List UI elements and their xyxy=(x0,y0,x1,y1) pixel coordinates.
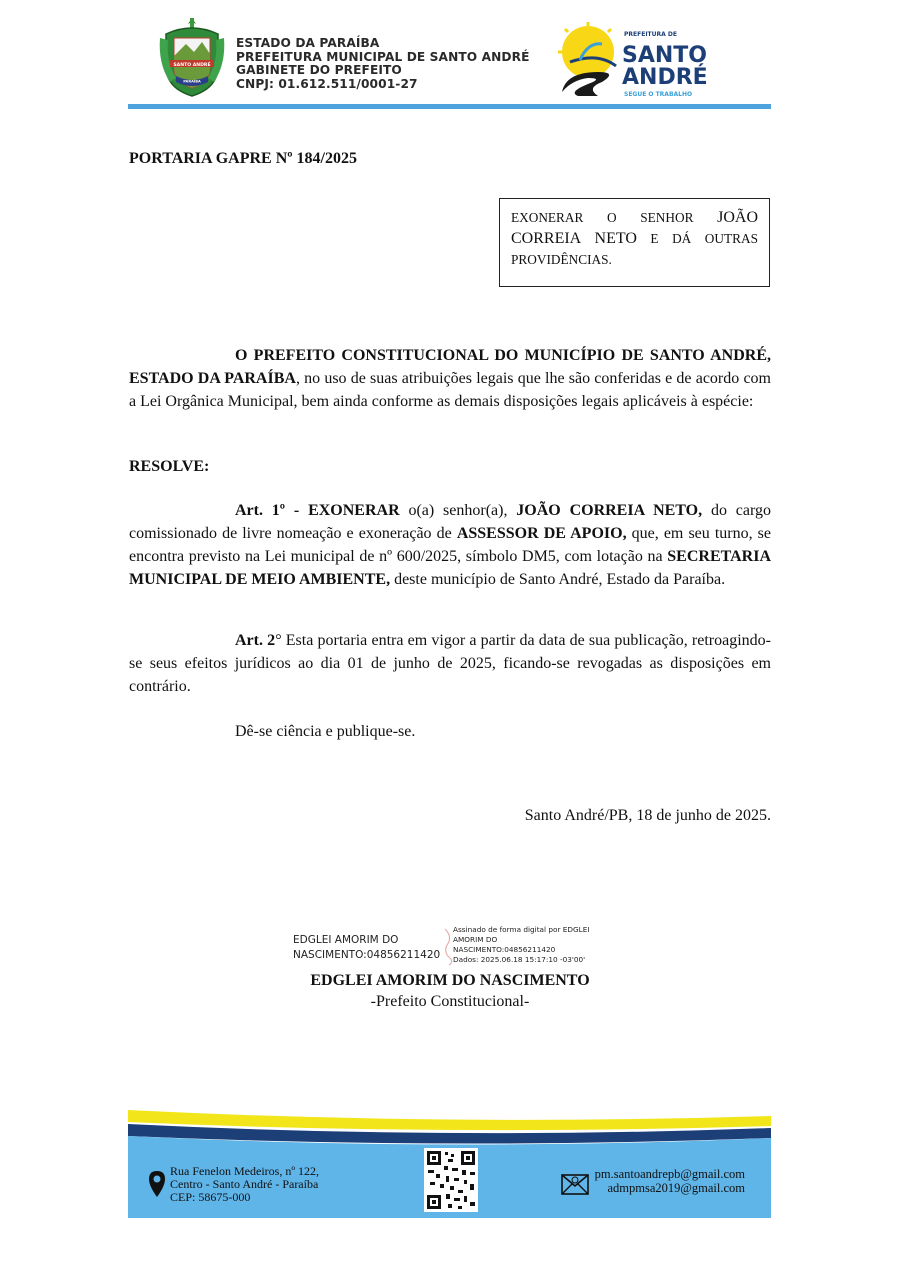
place-and-date: Santo André/PB, 18 de junho de 2025. xyxy=(524,807,771,824)
address-line-1: Rua Fenelon Medeiros, nº 122, xyxy=(170,1164,320,1178)
article-2 xyxy=(129,629,771,698)
preamble-paragraph xyxy=(129,344,771,413)
logo-prefix: PREFEITURA DE xyxy=(624,31,677,38)
article-2-degree: ° xyxy=(275,632,282,649)
cabinet-line: GABINETE DO PREFEITO xyxy=(236,63,402,77)
logo-name-2: ANDRÉ xyxy=(622,65,708,90)
signer-name: EDGLEI AMORIM DO NASCIMENTO xyxy=(310,972,590,989)
ementa-text-2: E DÁ OUTRAS PROVIDÊNCIAS. xyxy=(511,231,758,267)
publication-text: Dê-se ciência e publique-se. xyxy=(235,723,416,740)
location-pin-icon xyxy=(148,1170,166,1198)
signature-name-left xyxy=(293,933,440,963)
government-heading xyxy=(236,37,530,91)
santo-andre-logo xyxy=(558,22,738,98)
header-divider xyxy=(128,104,771,109)
digital-signature xyxy=(293,925,613,973)
crest-banner-text: SANTO ANDRÉ xyxy=(173,62,211,68)
article-1-text-c: que, em seu turno, se encontra previsto na Lei municipal de nº 600/2025, símbolo DM5, com lotação na xyxy=(129,525,772,565)
article-1-text-b: do cargo comissionado de livre nomeação e exoneração de xyxy=(129,502,772,542)
address-line-3: CEP: 58675-000 xyxy=(170,1190,251,1204)
article-1 xyxy=(129,499,771,591)
footer-emails xyxy=(595,1167,745,1195)
address-line-2: Centro - Santo André - Paraíba xyxy=(170,1177,319,1191)
letterhead xyxy=(128,12,772,110)
signature-left-line-1: EDGLEI AMORIM DO xyxy=(293,934,399,946)
municipal-crest-icon xyxy=(156,16,228,98)
preamble-text: , no uso de suas atribuições legais que lhe são conferidas e de acordo com a Lei Orgânica Municipal, bem ainda conforme as demais disposições legais aplicáveis à espécie: xyxy=(129,370,771,410)
signature-left-line-2: NASCIMENTO:04856211420 xyxy=(293,949,441,961)
crest-ribbon-text: PARAÍBA xyxy=(183,79,201,84)
email-primary[interactable]: pm.santoandrepb@gmail.com xyxy=(594,1167,745,1181)
signer-role: -Prefeito Constitucional- xyxy=(370,993,530,1010)
article-2-label: Art. 2 xyxy=(235,632,276,649)
signature-detail-2: AMORIM DO xyxy=(453,935,498,944)
footer xyxy=(128,1108,771,1218)
preamble-authority: O PREFEITO CONSTITUCIONAL DO MUNICÍPIO DE SANTO ANDRÉ, ESTADO DA PARAÍBA xyxy=(129,347,771,387)
logo-slogan: SEGUE O TRABALHO xyxy=(624,91,693,98)
prefecture-line: PREFEITURA MUNICIPAL DE SANTO ANDRÉ xyxy=(236,49,530,64)
signature-detail-4: Dados: 2025.06.18 15:17:10 -03'00' xyxy=(453,955,586,964)
ementa-box xyxy=(499,198,770,287)
resolve-heading: RESOLVE: xyxy=(129,458,210,475)
article-1-text-d: deste município de Santo André, Estado da Paraíba. xyxy=(390,571,726,588)
article-1-text-a: o(a) senhor(a), xyxy=(399,502,517,519)
article-1-department: SECRETARIA MUNICIPAL DE MEIO AMBIENTE, xyxy=(129,548,771,588)
article-1-person: JOÃO CORREIA NETO, xyxy=(516,502,703,519)
mail-icon xyxy=(560,1171,590,1197)
article-2-text: Esta portaria entra em vigor a partir da data de sua publicação, retroagindo-se seus efeitos jurídicos ao dia 01 de junho de 2025, ficando-se revogadas as disposições em contrário. xyxy=(129,632,772,695)
footer-address xyxy=(170,1165,319,1204)
signature-details xyxy=(453,925,590,965)
publication-clause xyxy=(129,720,771,743)
article-1-position: ASSESSOR DE APOIO, xyxy=(456,525,627,542)
cnpj-line: CNPJ: 01.612.511/0001-27 xyxy=(236,76,418,91)
ementa-text-1: EXONERAR O SENHOR xyxy=(511,210,718,225)
logo-name-1: SANTO xyxy=(622,43,707,68)
state-line: ESTADO DA PARAÍBA xyxy=(236,36,380,50)
ementa-name: JOÃO CORREIA NETO xyxy=(511,209,758,247)
signature-detail-3: NASCIMENTO:04856211420 xyxy=(453,945,556,954)
article-1-label: Art. 1º - EXONERAR xyxy=(235,502,400,519)
signature-detail-1: Assinado de forma digital por EDGLEI xyxy=(453,925,590,934)
document-title: PORTARIA GAPRE Nº 184/2025 xyxy=(129,150,357,167)
sun-road-icon xyxy=(558,22,616,96)
email-secondary[interactable]: admpmsa2019@gmail.com xyxy=(607,1181,745,1195)
qr-code-icon[interactable] xyxy=(424,1148,478,1212)
